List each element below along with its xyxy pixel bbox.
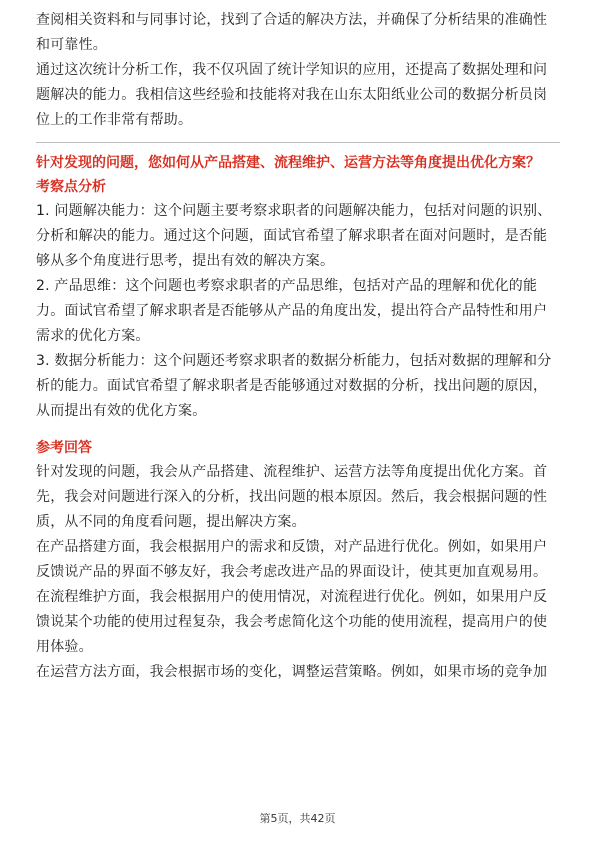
- answer-paragraph: 在运营方法方面，我会根据市场的变化，调整运营策略。例如，如果市场的竞争加: [36, 664, 548, 680]
- answer-paragraph: 针对发现的问题，我会从产品搭建、流程维护、运营方法等角度提出优化方案。首先，我会对问题进行深入的分析，找出问题的根本原因。然后，我会根据问题的性质，从不同的角度看问题，提出解决方案。: [36, 464, 548, 530]
- analysis-heading: 考察点分析: [36, 179, 106, 195]
- analysis-item: 2. 产品思维：这个问题也考察求职者的产品思维，包括对产品的理解和优化的能力。面试官希望了解求职者是否能够从产品的角度出发，提出符合产品特性和用户需求的优化方案。: [36, 278, 548, 344]
- analysis-item: 1. 问题解决能力：这个问题主要考察求职者的问题解决能力，包括对问题的识别、分析和解决的能力。通过这个问题，面试官希望了解求职者在面对问题时，是否能够从多个角度进行思考，提出有效的解决方案。: [36, 203, 552, 269]
- intro-paragraph-1: 查阅相关资料和与同事讨论，找到了合适的解决方法，并确保了分析结果的准确性和可靠性。: [36, 12, 548, 53]
- document-page: [36, 0, 560, 685]
- answer-body: [36, 460, 560, 685]
- page-number-footer: 第5页，共42页: [259, 812, 336, 825]
- answer-paragraph: 在产品搭建方面，我会根据用户的需求和反馈，对产品进行优化。例如，如果用户反馈说产品的界面不够友好，我会考虑改进产品的界面设计，使其更加直观易用。: [36, 539, 548, 580]
- answer-heading: 参考回答: [36, 440, 92, 456]
- intro-paragraph-2: 通过这次统计分析工作，我不仅巩固了统计学知识的应用，还提高了数据处理和问题解决的能力。我相信这些经验和技能将对我在山东太阳纸业公司的数据分析员岗位上的工作非常有帮助。: [36, 62, 548, 128]
- analysis-item: 3. 数据分析能力：这个问题还考察求职者的数据分析能力，包括对数据的理解和分析的能力。面试官希望了解求职者是否能够通过对数据的分析，找出问题的原因，从而提出有效的优化方案。: [36, 353, 552, 419]
- intro-section: [36, 8, 560, 133]
- analysis-list: [36, 199, 560, 424]
- answer-paragraph: 在流程维护方面，我会根据用户的使用情况，对流程进行优化。例如，如果用户反馈说某个功能的使用过程复杂，我会考虑简化这个功能的使用流程，提高用户的使用体验。: [36, 589, 548, 655]
- section-divider: [36, 142, 560, 143]
- question-title: 针对发现的问题，您如何从产品搭建、流程维护、运营方法等角度提出优化方案？: [36, 155, 540, 171]
